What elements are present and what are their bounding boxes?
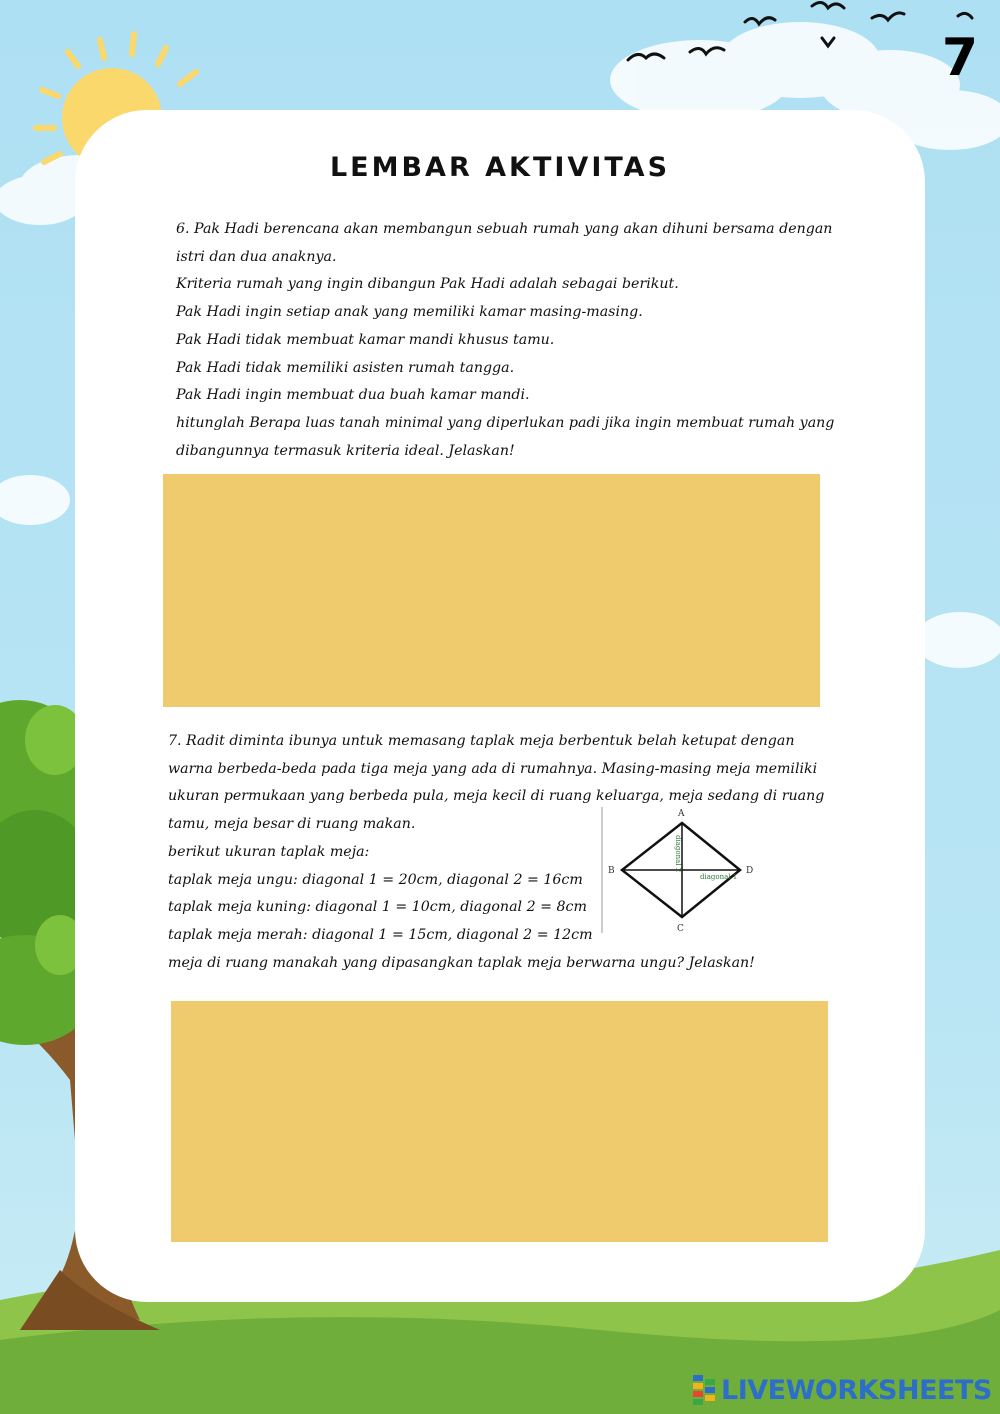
question-line: tamu, meja besar di ruang makan. bbox=[168, 816, 416, 833]
question-6-answer-box[interactable] bbox=[163, 474, 820, 707]
diagonal-1-label: diagonal 1 bbox=[700, 873, 738, 881]
question-line: Pak Hadi ingin setiap anak yang memiliki kamar masing-masing. bbox=[176, 304, 643, 321]
vertex-label-d: D bbox=[746, 866, 754, 876]
question-6-text bbox=[176, 216, 834, 465]
question-line: 6. Pak Hadi berencana akan membangun sebuah rumah yang akan dihuni bersama dengan bbox=[176, 221, 833, 237]
question-line: taplak meja kuning: diagonal 1 = 10cm, diagonal 2 = 8cm bbox=[168, 899, 587, 916]
page-number: 7 bbox=[941, 28, 979, 88]
question-line: 7. Radit diminta ibunya untuk memasang taplak meja berbentuk belah ketupat dengan bbox=[168, 733, 795, 749]
question-line: berikut ukuran taplak meja: bbox=[168, 843, 370, 860]
vertex-label-b: B bbox=[608, 866, 615, 876]
brand-text: LIVEWORKSHEETS bbox=[721, 1374, 992, 1406]
liveworksheets-brand[interactable] bbox=[693, 1372, 992, 1408]
question-line: hitunglah Berapa luas tanah minimal yang diperlukan padi jika ingin membuat rumah yang bbox=[176, 414, 835, 431]
liveworksheets-logo-icon bbox=[693, 1375, 717, 1405]
question-line: ukuran permukaan yang berbeda pula, meja kecil di ruang keluarga, meja sedang di ruang bbox=[168, 788, 825, 805]
question-line: istri dan dua anaknya. bbox=[176, 248, 337, 265]
question-line: Kriteria rumah yang ingin dibangun Pak Hadi adalah sebagai berikut. bbox=[176, 276, 679, 293]
vertex-label-a: A bbox=[678, 809, 685, 819]
vertex-label-c: C bbox=[677, 924, 684, 934]
question-line: warna berbeda-beda pada tiga meja yang ada di rumahnya. Masing-masing meja memiliki bbox=[168, 760, 818, 777]
diagonal-2-label: diagonal 2 bbox=[674, 835, 682, 873]
question-7-answer-box[interactable] bbox=[171, 1001, 828, 1242]
question-line: dibangunnya termasuk kriteria ideal. Jelaskan! bbox=[176, 442, 515, 459]
question-line: Pak Hadi tidak membuat kamar mandi khusus tamu. bbox=[176, 331, 555, 348]
question-7-answer-input[interactable] bbox=[171, 1001, 828, 1242]
page-title: LEMBAR AKTIVITAS bbox=[329, 152, 671, 183]
question-line: meja di ruang manakah yang dipasangkan taplak meja berwarna ungu? Jelaskan! bbox=[168, 954, 755, 971]
question-line: taplak meja merah: diagonal 1 = 15cm, diagonal 2 = 12cm bbox=[168, 926, 593, 943]
question-line: Pak Hadi tidak memiliki asisten rumah tangga. bbox=[176, 359, 515, 376]
question-line: Pak Hadi ingin membuat dua buah kamar mandi. bbox=[176, 387, 530, 404]
rhombus-diagram bbox=[600, 805, 770, 935]
question-line: taplak meja ungu: diagonal 1 = 20cm, diagonal 2 = 16cm bbox=[168, 871, 583, 888]
question-6-answer-input[interactable] bbox=[163, 474, 820, 707]
